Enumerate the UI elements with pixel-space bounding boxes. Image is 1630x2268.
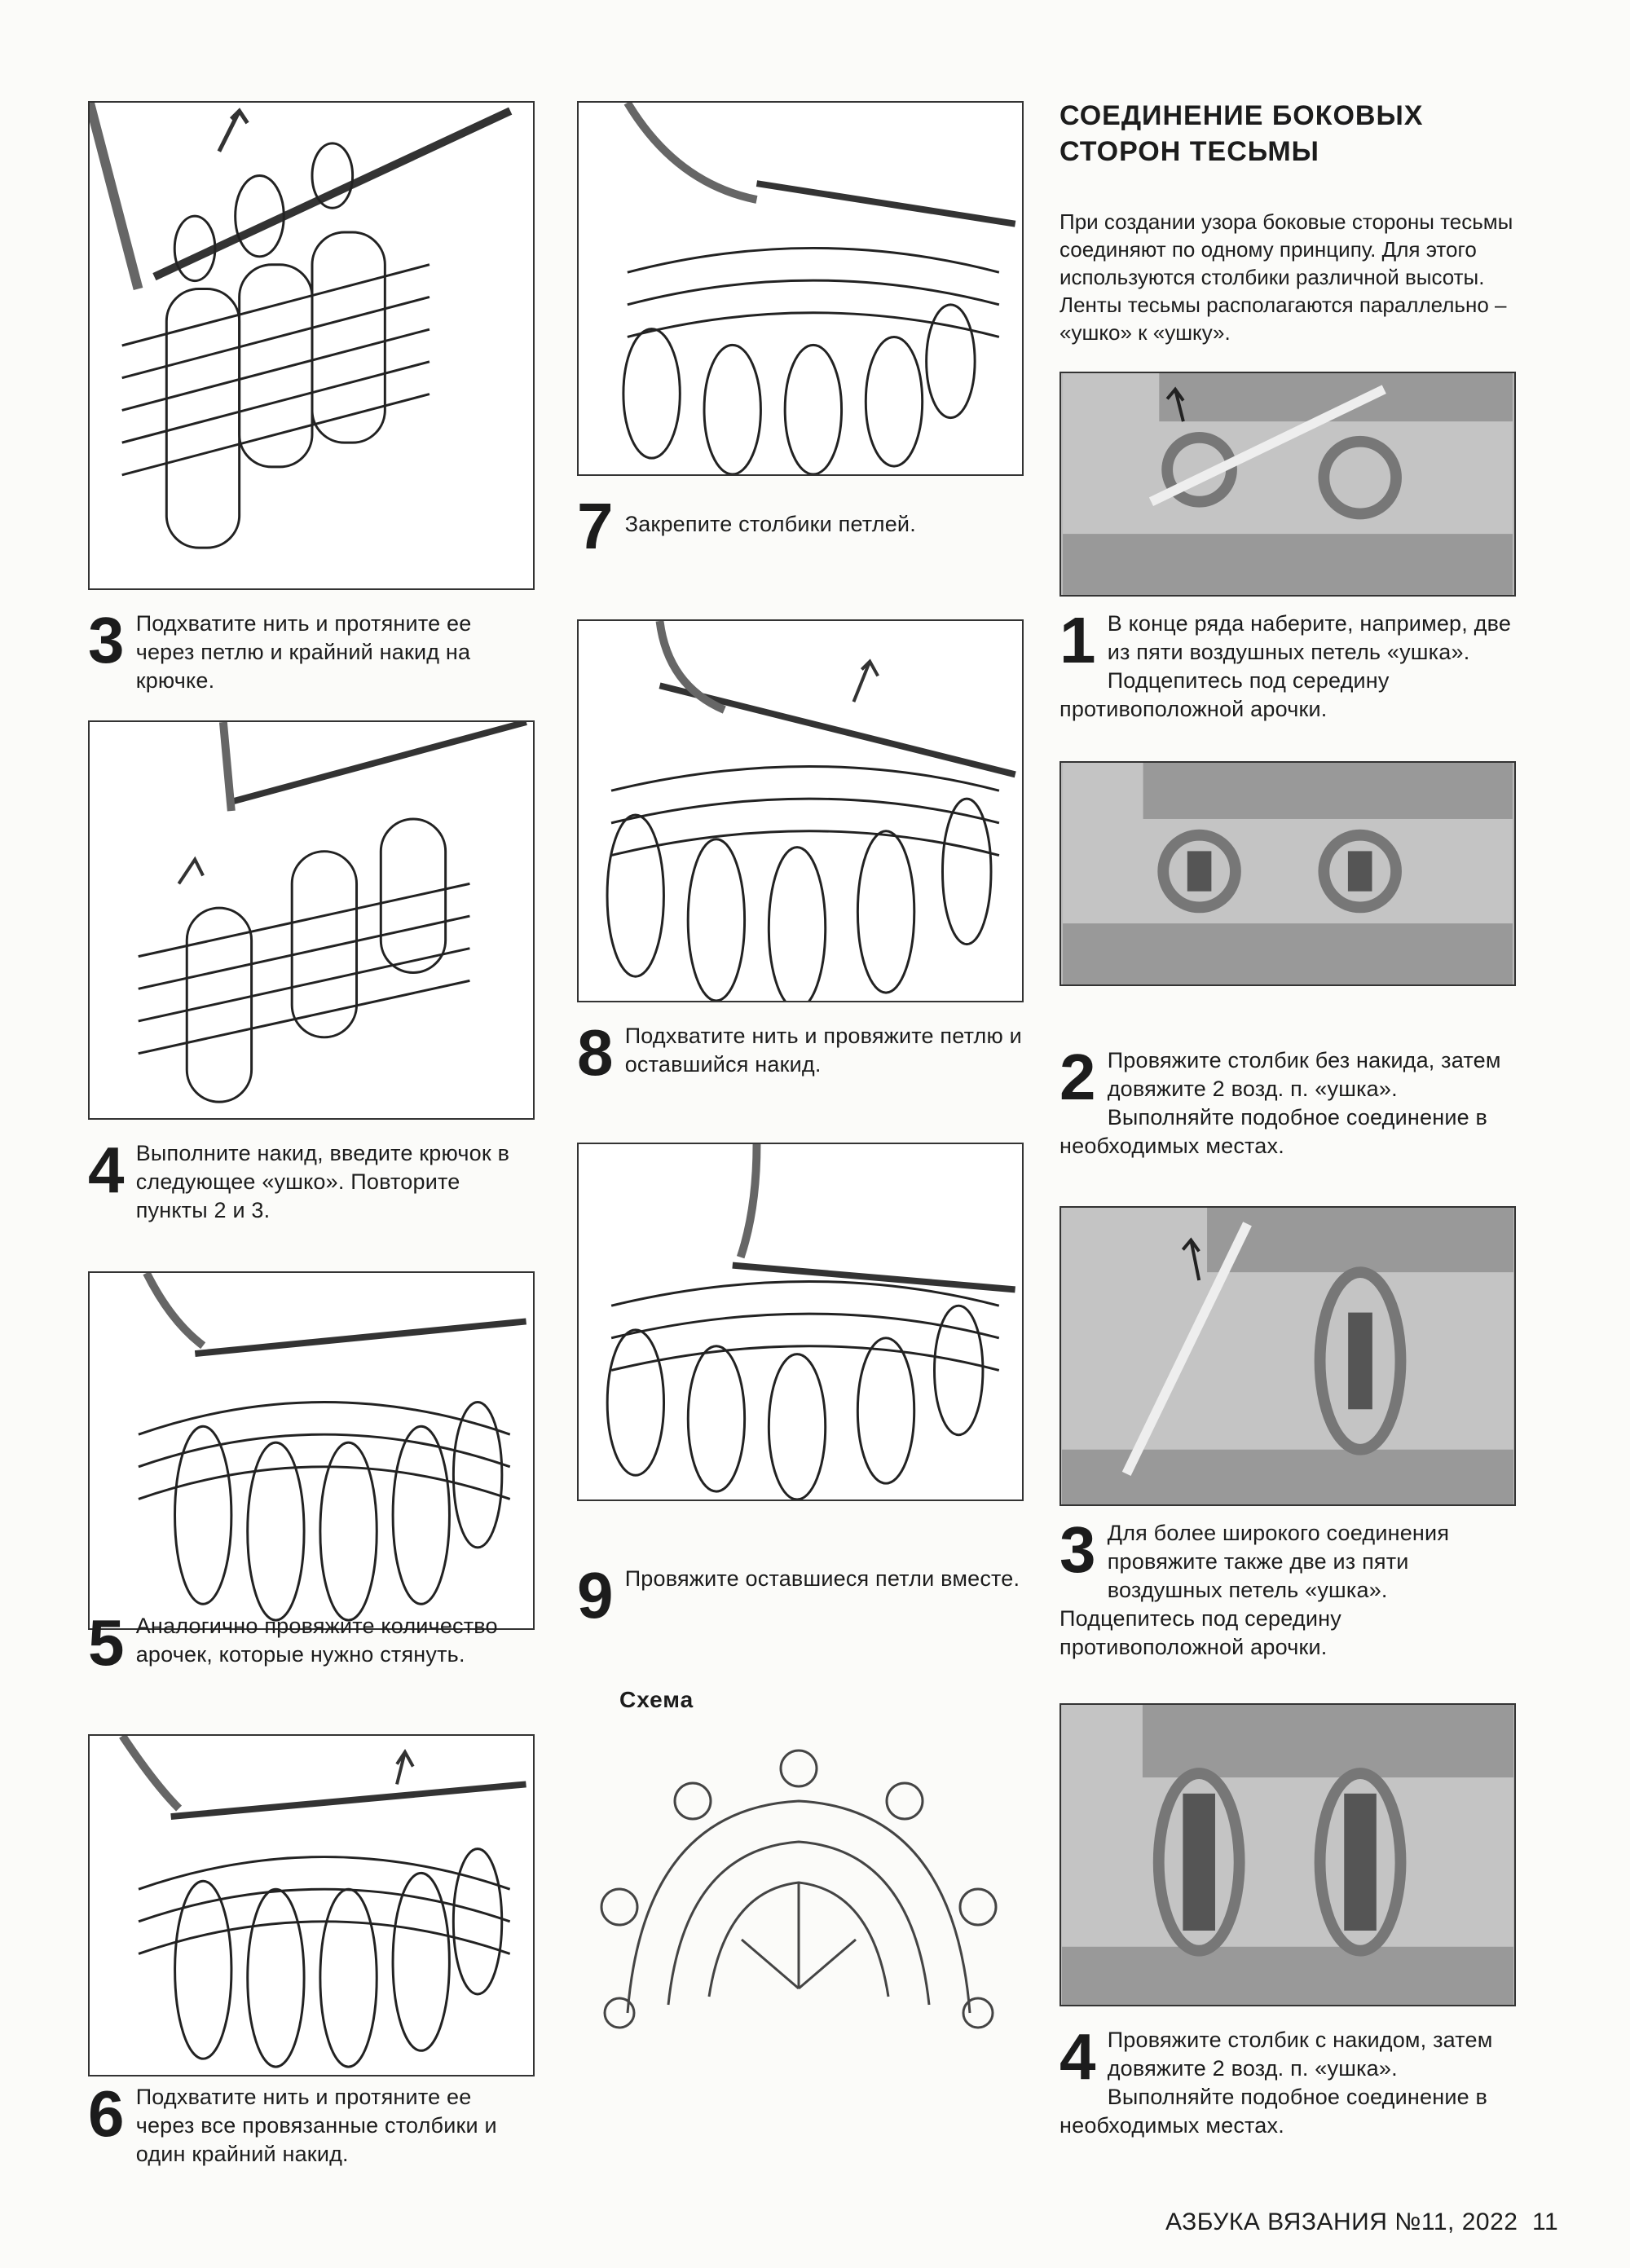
illustration-step-5 xyxy=(88,1271,535,1630)
step-number: 3 xyxy=(1060,1513,1096,1586)
thread xyxy=(741,1144,757,1257)
step-text: Для более широкого соединения провяжите также две из пяти воздушных петель «ушка». Подцепитесь под середину противоположной арочки. xyxy=(1060,1521,1450,1659)
crochet-hook-icon xyxy=(171,1784,526,1817)
photo-step-2 xyxy=(1060,761,1516,986)
crochet-diagram xyxy=(90,1273,533,1628)
crochet-hook-icon xyxy=(659,685,1015,774)
illustration-step-7 xyxy=(577,101,1024,476)
step-text: Подхватите нить и провяжите петлю и оставшийся накид. xyxy=(624,1024,1022,1077)
step-text: В конце ряда наберите, например, две из пяти воздушных петель «ушка». Подцепитесь под середину противоположной арочки. xyxy=(1060,611,1512,721)
step-6-left xyxy=(88,2077,535,2169)
crochet-scheme-diagram xyxy=(595,1744,1019,2037)
step-text: Аналогично провяжите количество арочек, которые нужно стянуть. xyxy=(135,1614,498,1667)
step-text: Выполните накид, введите крючок в следующее «ушко». Повторите пункты 2 и 3. xyxy=(135,1141,510,1222)
thread xyxy=(122,1736,178,1808)
crochet-hook-icon xyxy=(756,183,1015,224)
step-text: Провяжите столбик с накидом, затем довяжите 2 возд. п. «ушка». Выполняйте подобное соединение в необходимых местах. xyxy=(1060,2028,1493,2138)
direction-arrow-icon xyxy=(853,662,878,702)
step-number: 8 xyxy=(577,1016,614,1089)
direction-arrow-icon xyxy=(219,111,248,152)
step-2-right xyxy=(1060,1041,1516,1160)
step-number: 5 xyxy=(88,1606,125,1679)
direction-arrow-icon xyxy=(397,1752,413,1785)
magazine-footer: АЗБУКА ВЯЗАНИЯ №11, 2022 xyxy=(1165,2209,1518,2235)
loops xyxy=(139,819,470,1102)
direction-arrow-icon xyxy=(178,860,203,884)
arches xyxy=(139,1403,510,1621)
crochet-diagram xyxy=(579,103,1022,474)
step-number: 2 xyxy=(1060,1041,1096,1113)
step-text: Провяжите столбик без накида, затем довяжите 2 возд. п. «ушка». Выполняйте подобное соединение в необходимых местах. xyxy=(1060,1048,1501,1158)
crochet-diagram xyxy=(90,1736,533,2075)
thread xyxy=(147,1273,203,1345)
step-number: 9 xyxy=(577,1559,614,1632)
crochet-photo xyxy=(1061,1705,1514,2005)
loops xyxy=(122,143,430,548)
step-number: 4 xyxy=(88,1134,125,1206)
illustration-step-8 xyxy=(577,619,1024,1002)
crochet-photo xyxy=(1061,1208,1514,1504)
step-5-left xyxy=(88,1606,535,1679)
step-number: 6 xyxy=(88,2077,125,2150)
step-3-left xyxy=(88,604,535,695)
step-number: 3 xyxy=(88,604,125,676)
thread xyxy=(90,103,139,288)
step-4-left xyxy=(88,1134,535,1225)
step-8-middle xyxy=(577,1016,1024,1089)
arches xyxy=(607,1281,999,1500)
illustration-step-6 xyxy=(88,1734,535,2076)
crochet-hook-icon xyxy=(154,111,510,277)
step-text: Подхватите нить и протяните ее через все провязанные столбики и один крайний накид. xyxy=(135,2085,497,2166)
page-number: 11 xyxy=(1532,2209,1559,2235)
thread xyxy=(628,103,757,200)
section-intro: При создании узора боковые стороны тесьмы соединяют по одному принципу. Для этого используются столбики различной высоты. Ленты тесьмы располагаются параллельно – «ушко» к «ушку». xyxy=(1060,209,1513,345)
step-number: 4 xyxy=(1060,2020,1096,2093)
step-3-right xyxy=(1060,1513,1516,1662)
crochet-photo xyxy=(1061,373,1514,595)
step-1-right xyxy=(1060,604,1516,724)
photo-step-3 xyxy=(1060,1206,1516,1506)
photo-step-4 xyxy=(1060,1703,1516,2006)
arches xyxy=(139,1849,510,2067)
step-4-right xyxy=(1060,2020,1516,2140)
step-7-middle xyxy=(577,490,1024,562)
step-number: 1 xyxy=(1060,604,1096,676)
crochet-diagram xyxy=(90,103,533,588)
crochet-diagram xyxy=(579,1144,1022,1500)
crochet-hook-icon xyxy=(733,1266,1015,1290)
illustration-step-4 xyxy=(88,720,535,1120)
crochet-hook-icon xyxy=(227,722,526,803)
step-number: 7 xyxy=(577,490,614,562)
step-text: Подхватите нить и протяните ее через петлю и крайний накид на крючке. xyxy=(135,611,472,693)
step-9-middle xyxy=(577,1559,1024,1632)
thread xyxy=(223,722,231,811)
section-title: СОЕДИНЕНИЕ БОКОВЫХ СТОРОН ТЕСЬМЫ xyxy=(1060,100,1424,167)
step-text: Провяжите оставшиеся петли вместе. xyxy=(624,1566,1020,1591)
crochet-hook-icon xyxy=(195,1321,526,1354)
crochet-photo xyxy=(1061,763,1514,984)
illustration-step-9 xyxy=(577,1143,1024,1501)
scheme-label: Схема xyxy=(619,1687,694,1712)
crochet-diagram xyxy=(579,621,1022,1001)
arches xyxy=(623,248,999,474)
step-text: Закрепите столбики петлей. xyxy=(624,512,916,536)
illustration-step-3 xyxy=(88,101,535,590)
crochet-diagram xyxy=(90,722,533,1118)
arches xyxy=(607,766,999,1001)
photo-step-1 xyxy=(1060,372,1516,597)
